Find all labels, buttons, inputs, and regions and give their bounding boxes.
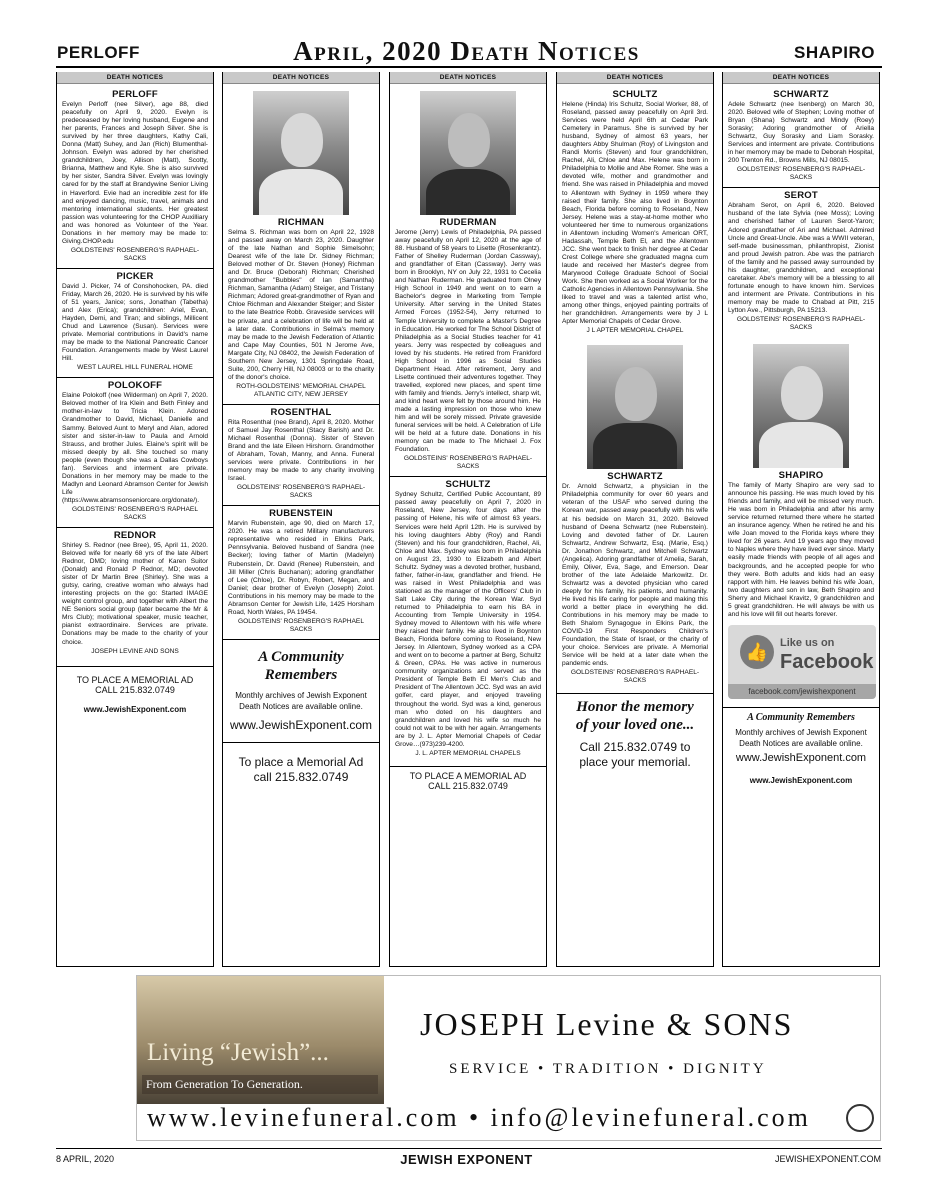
notice-name: SHAPIRO <box>778 470 824 482</box>
footer-rule <box>56 1148 882 1149</box>
notice-name: ROSENTHAL <box>270 406 332 418</box>
notice-body: Sydney Schultz, Certified Public Accountant, 89 passed away peacefully on April 7, 2020 in Roseland, New Jersey, four days after the passing of Helene, his wife of almost 63 years. Services were held April 12th. He is survived by his loving daughters Abby (Roy) and Randi (Steven) and his four grandchildren, Rachel, Ali, Chloe and Max. Sydney was born in Philadelphia on August 23, 1930 to Elizabeth and Albert Schultz. Sydney was a devoted brother, husband, father, father-in-law, grandfather and friend. He was raised in West Philadelphia and was stationed as the manager of the Officers' Club in Salt Lake City during the Korean War. Syd returned to Philadelphia to earn his BA in Accounting from Temple University in 1954. Sydney moved to Allentown with his wife where they raised their family. He also lived in Boynton Beach, Florida before coming to Roseland, New Jersey. In Allentown, Sydney worked as a CPA and went on to become a partner at Berg, Schultz & Green, CPAs. He was active in numerous community organizations and served as the President of Temple Beth El Men's Club and President of The Allentown JCC. Syd was an avid golfer, card player, and enjoyed traveling throughout the world. Syd was a kind, generous man who doted on his daughters and grandchildren and loved his wife so much he could not wait to be with her again. Arrangements are by J. L. Apter Memorial Chapels of Cedar Grove…(973)239-4200. <box>395 491 541 748</box>
notice-body: Elaine Polokoff (nee Wilderman) on April 7, 2020. Beloved mother of Ira Klein and Beth Finley and mother-in-law to Tricia Klein. Adored Grandmother to David, Michael, Danielle and Sammy. Beloved Aunt to Meryl and Alan, adored sister and sister-in-law to Paula and Arnold Strauss, and brother Jules. Elaine's spirit will be missed deeply by all. She touched so many people (even though she was a Dallas Cowboys fan). Services and interment are private. Donations in her memory may be made to the Madlyn and Leonard Abramson Center for Jewish Life (https://www.abramsonseniorcare.org/donate/). <box>62 392 208 504</box>
divider <box>57 527 213 528</box>
notice-signature: J. L. APTER MEMORIAL CHAPELS <box>415 749 521 757</box>
header-right-name: SHAPIRO <box>794 43 875 62</box>
divider <box>723 187 879 188</box>
memorial-ad-line: To place a Memorial Ad <box>238 754 364 769</box>
ad-contact-links[interactable]: www.levinefuneral.com • info@levinefuneral.com <box>147 1103 811 1132</box>
header-rule <box>56 66 882 68</box>
promo-title: A Community Remembers <box>258 648 344 683</box>
website-link[interactable]: www.JewishExponent.com <box>229 717 373 732</box>
notice-name: PICKER <box>116 270 154 282</box>
notice-signature: GOLDSTEINS' ROSENBERG'S RAPHAEL SACKS <box>238 617 364 633</box>
divider <box>557 693 713 694</box>
notice-signature: ROTH-GOLDSTEINS' MEMORIAL CHAPEL ATLANTIC CITY, NEW JERSEY <box>236 382 366 398</box>
website-link[interactable]: www.JewishExponent.com <box>735 751 867 764</box>
funeral-home-advertisement[interactable] <box>136 975 881 1141</box>
memorial-ad-phone: CALL 215.832.0749 <box>95 684 175 695</box>
facebook-banner[interactable] <box>728 625 876 699</box>
facebook-wordmark: Facebook <box>780 650 874 673</box>
promo-subtitle: Monthly archives of Jewish Exponent Death Notices are available online. <box>235 690 367 711</box>
notice-signature: J L APTER MEMORIAL CHAPEL <box>586 327 684 335</box>
ad-slogan: Living “Jewish”... <box>147 1039 329 1066</box>
notice-signature: GOLDSTEINS' ROSENBERG'S RAPHAEL-SACKS <box>236 484 366 500</box>
notice-signature: GOLDSTEINS' ROSENBERG'S RAPHAEL-SACKS <box>736 166 866 182</box>
notice-body: The family of Marty Shapiro are very sad to announce his passing. He was much loved by his friends and family, and will be missed very much. He was born in Philadelphia and after his army service returned returned there where he started an insurance agency. When he retired he and his wife Joan moved to the Florida keys where they lived for 26 years. And 19 years ago they moved to Naples where they have lived ever since. Marty easily made friends with people of all ages and backgrounds, and he accepted people for who they were. Both adults and kids had an easy rapport with him. He leaves behind his wife Joan, two daughters and son in law, Beth Shapiro and Sherry and Michael Kravitz, 9 grandchildren and 5 great grandchildren. He will always be with us and his love will fill out hearts forever. <box>728 482 874 618</box>
header-left-name: PERLOFF <box>57 43 140 62</box>
notice-body: Shirley S. Rednor (nee Bree), 95, April 11, 2020. Beloved wife for nearly 68 yrs of the late Albert Rednor, DMD; loving mother of Karen Suitor (Donald) and Ronald P Rednor, MD; devoted sister of Dr Martin Bree (Shirley). She was a gutsy, caring, creative woman who always had interesting projects on the go: Started IMAGE weight control group, and together with Albert the NE Seniors social group (later became the Mr & Mrs Club); motivational speaker, music teacher, pianist extraordinaire. Services are private. Donations may be made to the charity of your choice. <box>62 541 208 646</box>
honor-phone-line: Call 215.832.0749 to <box>579 740 691 755</box>
notice-name: RUBENSTEIN <box>269 508 333 520</box>
website-link[interactable]: www.JewishExponent.com <box>83 704 187 714</box>
section-label: DEATH NOTICES <box>557 72 713 84</box>
divider <box>390 766 546 767</box>
notice-name: RICHMAN <box>277 217 325 228</box>
divider <box>57 666 213 667</box>
memorial-ad-line: TO PLACE A MEMORIAL AD <box>409 770 527 781</box>
notice-signature: JOSEPH LEVINE AND SONS <box>91 647 179 655</box>
divider <box>390 476 546 477</box>
footer-publication: JEWISH EXPONENT <box>400 1152 533 1167</box>
column-3 <box>389 72 547 967</box>
website-link-small[interactable]: www.JewishExponent.com <box>749 775 853 785</box>
notice-name: RUDERMAN <box>439 217 497 228</box>
notice-name: SCHWARTZ <box>773 89 829 100</box>
notice-name: SCHWARTZ <box>607 471 663 483</box>
portrait-photo <box>420 91 516 215</box>
notice-body: Marvin Rubenstein, age 90, died on March 17, 2020. He was a retired Military manufacturers representative who resided in Elkins Park, Pennsylvania. Beloved husband of Sandra (nee Becker); loving father of Martin (Madelyn) Rubenstein, Dr. David (Renee) Rubenstein, and Jill Miller (Chris Buchanan); adoring grandfather of Lee (Chloe), Dr. Robyn, Robert, Megan, and Daniel; dear brother of Evelyn (Joseph) Zolot. Contributions in his memory may be made to the Abramson Center for Jewish Life, 1425 Horsham Road, North Wales, PA 19454. <box>228 520 374 616</box>
portrait-photo <box>753 344 849 468</box>
notice-name: SCHULTZ <box>445 479 491 491</box>
notice-signature: GOLDSTEINS' ROSENBERG'S RAPHAEL-SACKS <box>70 246 200 262</box>
column-2 <box>222 72 380 967</box>
portrait-photo <box>253 91 349 215</box>
divider <box>223 404 379 405</box>
portrait-photo <box>587 345 683 469</box>
thumbs-up-icon: 👍 <box>740 635 774 669</box>
honor-title-line1: Honor the memory <box>576 699 694 716</box>
notice-name: SCHULTZ <box>612 89 658 100</box>
notice-signature: WEST LAUREL HILL FUNERAL HOME <box>77 364 193 372</box>
notice-body: Abraham Serot, on April 6, 2020. Beloved husband of the late Sylvia (nee Moss); Loving and cherished father of Lauren Serot-Yaron; Adored grandfather of Ari and Michael. Admired Uncle and Great-Uncle. Abe was a WWII veteran, self-made businessman, philanthropist, Zionist and proud Jewish patron. Abe was the patriarch of the family and he passed away surrounded by his daughter, grandchildren, and exceptional caretaker. Abe's memory will be a blessing to all fortunate enough to have known him. Services and interment are Private. Contributions in his memory may be made to Chabad at Pitt, 215 Lytton Ave., Pittsburgh, PA 15213. <box>728 202 874 314</box>
column-5 <box>722 72 880 967</box>
notice-signature: GOLDSTEINS' ROSENBERG'S RAPHAEL-SACKS <box>570 669 700 685</box>
promo-subtitle: Monthly archives of Jewish Exponent Death Notices are available online. <box>735 727 867 748</box>
notice-signature: GOLDSTEINS' ROSENBERG'S RAPHAEL-SACKS <box>403 455 533 471</box>
notice-name: REDNOR <box>113 529 157 541</box>
divider <box>57 268 213 269</box>
notice-signature: GOLDSTEINS' ROSENBERG'S RAPHAEL-SACKS <box>736 316 866 332</box>
divider <box>723 707 879 708</box>
ad-subslogan: From Generation To Generation. <box>142 1075 378 1094</box>
notice-body: Rita Rosenthal (nee Brand), April 8, 2020. Mother of Samuel Jay Rosenthal (Stacy Barish) and Dr. Michael Rosenthal (Donna). Sister of Steven Brand and the late Eileen Hirshorn. Grandmother of Abraham, Tovah, Manny, and Anna. Funeral services were private. Contributions in her memory may be made to any charity involving Israel. <box>228 418 374 483</box>
notice-body: Dr. Arnold Schwartz, a physician in the Philadelphia community for over 60 years and veteran of the USAF who served during the Korean war, passed away peacefully with his wife at his bedside on March 31, 2020. Beloved husband of Deena Schwartz (nee Rubenstein). Loving and devoted father of Dr. Lauren Schwartz, Andrew Schwartz, Esq. (Marie, Esq.) Dr. Jonathon Schwartz, and Mitchell Schwartz (Angelica). Adoring grandfather of Amelia, Sarah, Emily, Oliver, Eva, Sage, and Emerson. Dear brother of the late Adelaide Markowitz. Dr. Schwartz was a devoted physician who cared deeply for his family, his patients, and humanity. He lived his life caring for people and making this world a better place in everything he did. Contributions in his memory may be made to Beth Shalom Synagogue in Elkins Park, the COVID-19 First Responders Children's Foundation, the State of Israel, or the charity of your choice. Services are private. A Memorial Service will be held at a later date when the pandemic ends. <box>562 483 708 668</box>
notice-body: Jerome (Jerry) Lewis of Philadelphia, PA passed away peacefully on April 12, 2020 at the age of 88. Husband of 58 years to Lisette (Rosenkrantz). Father of Shelley Ruderman (Jordan Cassway), and grandfather of Eitan (Cassway). Jerry was born in Brooklyn, NY on July 22, 1931 to Cecelia and Nathan Ruderman. He graduated from Olney High School in 1949 and went on to earn a Bachelor's degree in Marketing from Temple University. After serving in the United States Armed Forces (1952-54), Jerry returned to Temple University to complete a Master's Degree in Education. He worked for The School District of Philadelphia as a Social Studies teacher for 41 years. Jerry was respected by colleagues and loved by his students. He retired from Frankford High School in 1996 as Social Studies Department Head. After retirement, Jerry and Lisette continued their adventures together. They travelled, explored new places, and spent time with family and friends. Jerry's intellect, sharp wit, and kind heart were felt by those around him. He made a lasting impression on those who knew him and will be sorely missed. Private graveside funeral services will be held. A Celebration of Life will be held at a future date. Donations in his memory can be made to The Michael J. Fox Foundation. <box>395 229 541 454</box>
divider <box>223 505 379 506</box>
honor-title-line2: of your loved one... <box>575 717 695 734</box>
notice-body: David J. Picker, 74 of Conshohocken, PA. died Friday, March 26, 2020. He is survived by his wife of 51 years, Janice; sons, Jonathan (Tabetha) and Alex (Erica); grandchildren: Ariel, Evan, Hayden, Demi, and Tiran; and siblings, Millicent Chud and Lawrence (Susan). Services were private. Memorial contributions in David's name may be made to the National Pancreatic Cancer Foundation. Arrangements made by West Laurel Hill. <box>62 282 208 363</box>
seal-icon <box>846 1104 874 1132</box>
facebook-like-label: Like us on <box>780 636 835 649</box>
footer-website[interactable]: JEWISHEXPONENT.COM <box>774 1154 881 1164</box>
notice-body: Evelyn Perloff (nee Silver), age 88, died peacefully on April 9, 2020. Evelyn is predeceased by her loving husband, Eugene and her parents, Frances and Joseph Silver. She is survived by her three daughters, Kathy Cali, Donna (Matt) Suhey, and Jan (Rich) Blumenthal-Johnson. Evelyn was adored by her cherished grandchildren, Joey, Allison (Matt), Scotty, Brianna, Matthew and Kyle. She is also survived by her sister, Sandra Silver. Evelyn was lovingly cared for by the staff at Brandywine Senior Living in Haverford. Evie had an incredible zest for life and enjoyed dancing, music, travel, animals and mentoring international students. Her greatest passion was volunteering for the CHOP Auxilliary and was honored as Volunteer of the Year. Donations in her memory may be made to: Giving.CHOP.edu <box>62 101 208 245</box>
page-title: April, 2020 Death Notices <box>293 36 640 66</box>
divider <box>223 639 379 640</box>
column-4 <box>556 72 714 967</box>
footer-page-date: 8 APRIL, 2020 <box>56 1154 115 1164</box>
divider <box>223 742 379 743</box>
section-label: DEATH NOTICES <box>57 72 213 84</box>
memorial-ad-phone: call 215.832.0749 <box>253 769 349 784</box>
memorial-ad-line: TO PLACE A MEMORIAL AD <box>76 674 194 685</box>
notice-body: Helene (Hinda) Iris Schultz, Social Worker, 88, of Roseland, passed away peacefully on April 3rd. Services were held April 6th at Cedar Park Cemetery in Paramus. She is survived by her husband, Sydney of almost 63 years, her daughters Abby Shulman (Roy) of Livingston and Randi Morris (Steven) and four grandchildren, Rachel, Ali, Chloe and Max. Helene was born in Philadelphia to Mollie and Abe Romer. She was a devoted wife, mother and grandmother and friend. She was raised in Philadelphia and moved to Allentown with Sydney in 1959 where they raised their family. She also lived in Boynton Beach, Florida before coming to Roseland, New Jersey. Helene was a stay-at-home mother who volunteered her time to numerous organizations in Allentown including Women's American ORT, Hadassah, Temple Beth El, and the Allentown JCC. She went back to finish her degree at Cedar Crest College where she graduated magna cum laude and received her Master's degree from Marywood College Graduate School of Social Work. She then worked as a Social Worker for the Catholic Agencies in Allentown Pennsylvania. She liked to travel and was a talented artist who, among other things, enjoyed painting portraits of her grandchildren. Arrangements were by J L Apter Memorial Chapels of Cedar Grove. <box>562 101 708 326</box>
notice-signature: GOLDSTEINS' ROSENBERG'S RAPHAEL SACKS <box>72 505 198 521</box>
column-1 <box>56 72 214 967</box>
section-label: DEATH NOTICES <box>723 72 879 84</box>
notice-name: PERLOFF <box>112 89 158 100</box>
notice-body: Adele Schwartz (nee Isenberg) on March 30, 2020. Beloved wife of Stephen; Loving mother of Bryan (Shana) Schwartz and Mindy (Roey) Sorasky; Adoring grandmother of Ariella Schwartz, Guy Sorasky and Liam Sorasky. Services and interment are private. Contributions in her memory may be made to Deborah Hospital, 200 Trenton Rd., Browns Mills, NJ 08015. <box>728 101 874 165</box>
facebook-url[interactable]: facebook.com/jewishexponent <box>728 684 876 699</box>
memorial-ad-phone: CALL 215.832.0749 <box>428 780 508 791</box>
honor-cta-line: place your memorial. <box>579 755 691 770</box>
ad-tagline: SERVICE • TRADITION • DIGNITY <box>449 1061 767 1077</box>
notice-name: SEROT <box>784 190 818 202</box>
divider <box>57 377 213 378</box>
ad-business-name: JOSEPH Levine & SONS <box>420 1006 794 1042</box>
promo-title: A Community Remembers <box>747 711 855 723</box>
notice-body: Selma S. Richman was born on April 22, 1928 and passed away on March 23, 2020. Daughter of the late Nathan and Sophie Simelsohn; Dearest wife of the late Dr. Sidney Richman; Beloved mother of Dr. Steven (Honey) Richman and Dr. Bruce (Deborah) Richman; Cherished grandmother "Bubbles" of Ian (Samantha) Richman, Samantha (Adam) Steiger, and Tristany Richman; Adored great-grandmother of Ryan and Chloe Richman and Alexander Steiger; and Sister to the late Beatrice Robb. Graveside services will be private, and a celebration of life will be held at a later date. Contributions in Selma's memory may be made to the Jewish Federation of Atlantic and Cape May Counties, 501 N Jerome Ave, Margate City, NJ 08402, the Jewish Federation of Southern New Jersey, 1301 Springdale Road, Suite, 200, Cherry Hill, NJ 08003 or to the charity of the donor's choice. <box>228 229 374 381</box>
notice-name: POLOKOFF <box>107 380 163 392</box>
section-label: DEATH NOTICES <box>223 72 379 84</box>
section-label: DEATH NOTICES <box>390 72 546 84</box>
